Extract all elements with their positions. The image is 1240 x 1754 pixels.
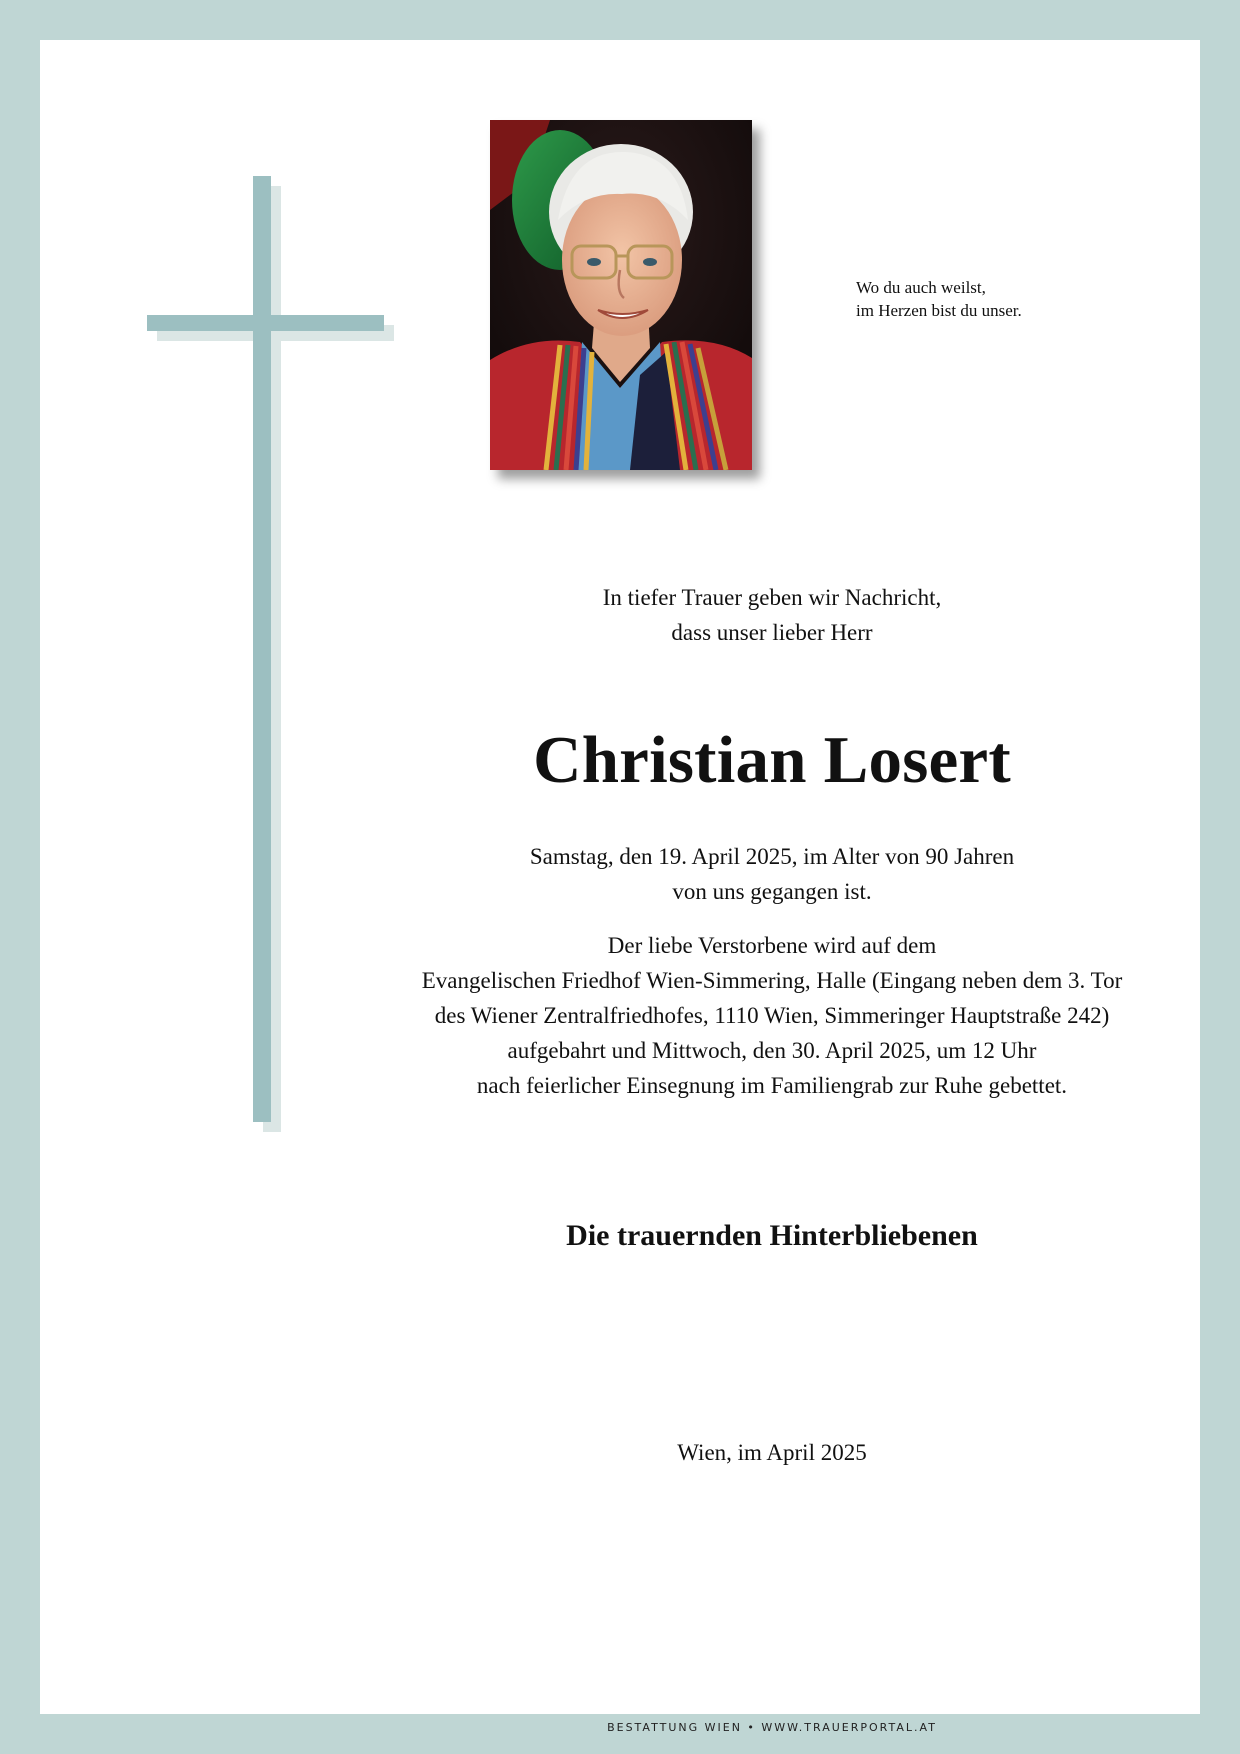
notice-sheet [40,40,1200,1734]
burial-line: aufgebahrt und Mittwoch, den 30. April 2025, um 12 Uhr [507,1038,1037,1063]
memorial-quote [856,276,1156,322]
death-line: von uns gegangen ist. [672,879,872,904]
footer-credit: BESTATTUNG WIEN • WWW.TRAUERPORTAL.AT [607,1721,937,1734]
death-line: Samstag, den 19. April 2025, im Alter von 90 Jahren [529,844,1015,869]
death-text [312,839,1232,909]
quote-line: im Herzen bist du unser. [856,301,1022,320]
place-date: Wien, im April 2025 [677,1440,867,1465]
deceased-name: Christian Losert [533,723,1011,797]
portrait-photo [490,120,752,470]
intro-line: dass unser lieber Herr [671,620,873,645]
burial-text [312,928,1232,1103]
quote-line: Wo du auch weilst, [856,278,986,297]
burial-line: des Wiener Zentralfriedhofes, 1110 Wien, Simmeringer Hauptstraße 242) [434,1003,1110,1028]
burial-line: Der liebe Verstorbene wird auf dem [607,933,937,958]
burial-line: nach feierlicher Einsegnung im Familiengrab zur Ruhe gebettet. [476,1073,1068,1098]
intro-line: In tiefer Trauer geben wir Nachricht, [602,585,942,610]
intro-text [312,580,1232,650]
mourners-signature: Die trauernden Hinterbliebenen [566,1219,978,1252]
burial-line: Evangelischen Friedhof Wien-Simmering, Halle (Eingang neben dem 3. Tor [421,968,1123,993]
cross-icon-horizontal [147,315,384,331]
